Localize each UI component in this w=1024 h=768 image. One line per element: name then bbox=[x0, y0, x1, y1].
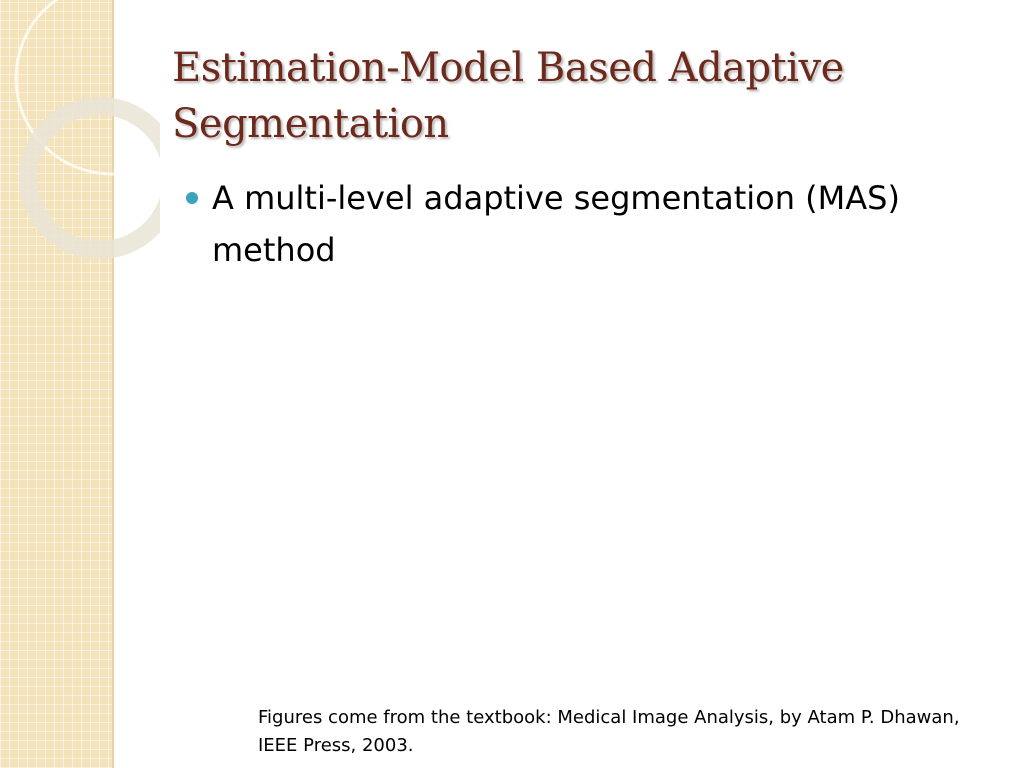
bullet-dot-icon bbox=[186, 192, 198, 204]
source-footnote: Figures come from the textbook: Medical Image Analysis, by Atam P. Dhawan, IEEE Press, 2003. bbox=[258, 707, 960, 756]
bullet-list bbox=[180, 172, 900, 276]
bullet-text: A multi-level adaptive segmentation (MAS) method bbox=[212, 179, 900, 269]
bullet-item bbox=[180, 172, 900, 276]
slide-title: Estimation-Model Based Adaptive Segmentation bbox=[172, 45, 844, 147]
decorative-rings bbox=[0, 0, 160, 280]
